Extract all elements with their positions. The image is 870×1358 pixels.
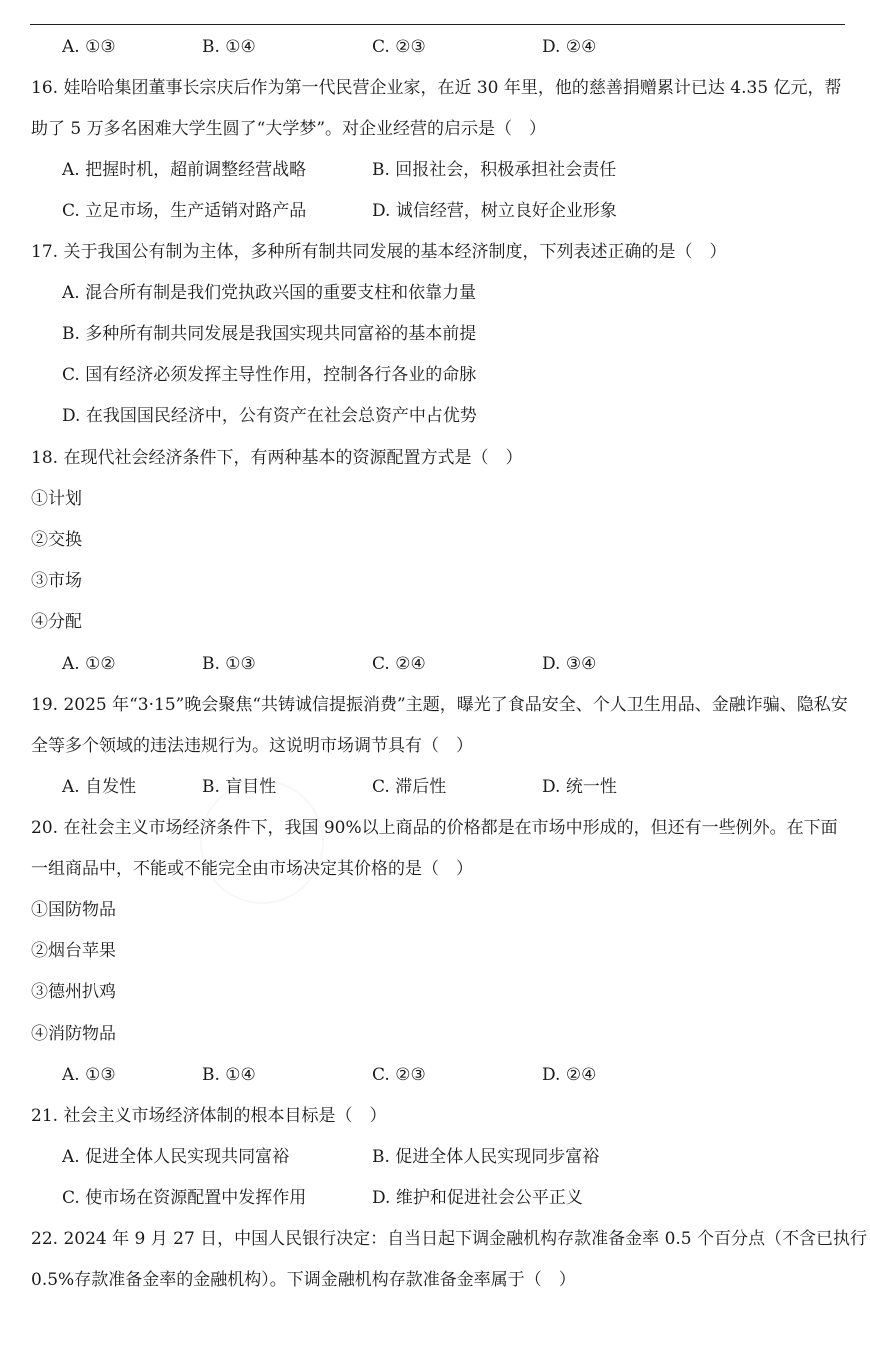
q17-stem: 17. 关于我国公有制为主体，多种所有制共同发展的基本经济制度，下列表述正确的是（ ） [31, 242, 727, 262]
q15-options [0, 35, 870, 59]
q21-stem: 21. 社会主义市场经济体制的根本目标是（ ） [31, 1106, 387, 1126]
q16-stem-line1: 16. 娃哈哈集团董事长宗庆后作为第一代民营企业家，在近 30 年里，他的慈善捐赠累计已达 4.35 亿元，帮 [31, 78, 842, 98]
q15-option-a: A. ①③ [62, 37, 116, 57]
q15-option-c: C. ②③ [372, 37, 426, 57]
q19-options [0, 775, 870, 799]
q18-stem: 18. 在现代社会经济条件下，有两种基本的资源配置方式是（ ） [31, 448, 523, 468]
q16-option-b: B. 回报社会，积极承担社会责任 [372, 160, 617, 180]
q17-option-b: B. 多种所有制共同发展是我国实现共同富裕的基本前提 [62, 324, 477, 344]
q15-option-b: B. ①④ [202, 37, 256, 57]
q20-option-d: D. ②④ [542, 1065, 597, 1085]
q17-option-a: A. 混合所有制是我们党执政兴国的重要支柱和依靠力量 [62, 283, 477, 303]
q19-option-b: B. 盲目性 [202, 777, 277, 797]
q20-item-1: ①国防物品 [31, 900, 116, 920]
q19-option-d: D. 统一性 [542, 777, 617, 797]
q18-option-c: C. ②④ [372, 654, 426, 674]
top-divider [30, 24, 845, 25]
q20-option-b: B. ①④ [202, 1065, 256, 1085]
q21-option-c: C. 使市场在资源配置中发挥作用 [62, 1188, 307, 1208]
q16-option-a: A. 把握时机，超前调整经营战略 [62, 160, 307, 180]
q20-stem-line1: 20. 在社会主义市场经济条件下，我国 90%以上商品的价格都是在市场中形成的，但还有一些例外。在下面 [31, 818, 838, 838]
q19-option-a: A. 自发性 [62, 777, 137, 797]
q20-item-4: ④消防物品 [31, 1024, 116, 1044]
q18-options [0, 652, 870, 676]
q17-option-d: D. 在我国国民经济中，公有资产在社会总资产中占优势 [62, 406, 477, 426]
q18-item-1: ①计划 [31, 489, 82, 509]
q20-stem-line2: 一组商品中，不能或不能完全由市场决定其价格的是（ ） [31, 859, 473, 879]
q22-stem-line1: 22. 2024 年 9 月 27 日，中国人民银行决定：自当日起下调金融机构存款准备金率 0.5 个百分点（不含已执行 [31, 1229, 868, 1249]
q22-stem-line2: 0.5%存款准备金率的金融机构）。下调金融机构存款准备金率属于（ ） [31, 1270, 576, 1290]
q20-option-a: A. ①③ [62, 1065, 116, 1085]
q20-options [0, 1063, 870, 1087]
q21-option-d: D. 维护和促进社会公平正义 [372, 1188, 583, 1208]
q16-options-row1 [0, 158, 870, 182]
q21-option-b: B. 促进全体人民实现同步富裕 [372, 1147, 600, 1167]
q21-options-row2 [0, 1186, 870, 1210]
q18-option-b: B. ①③ [202, 654, 256, 674]
q19-option-c: C. 滞后性 [372, 777, 447, 797]
q18-option-a: A. ①② [62, 654, 116, 674]
q19-stem-line2: 全等多个领域的违法违规行为。这说明市场调节具有（ ） [31, 736, 473, 756]
q15-option-d: D. ②④ [542, 37, 597, 57]
q18-option-d: D. ③④ [542, 654, 597, 674]
q18-item-4: ④分配 [31, 612, 82, 632]
watermark [200, 780, 324, 904]
q16-option-c: C. 立足市场，生产适销对路产品 [62, 201, 307, 221]
q16-option-d: D. 诚信经营，树立良好企业形象 [372, 201, 617, 221]
q20-item-2: ②烟台苹果 [31, 941, 116, 961]
q16-options-row2 [0, 199, 870, 223]
q20-item-3: ③德州扒鸡 [31, 982, 116, 1002]
q17-option-c: C. 国有经济必须发挥主导性作用，控制各行各业的命脉 [62, 365, 477, 385]
q19-stem-line1: 19. 2025 年“3·15”晚会聚焦“共铸诚信提振消费”主题，曝光了食品安全、个人卫生用品、金融诈骗、隐私安 [31, 695, 848, 715]
q21-options-row1 [0, 1145, 870, 1169]
q21-option-a: A. 促进全体人民实现共同富裕 [62, 1147, 290, 1167]
q18-item-3: ③市场 [31, 571, 82, 591]
q16-stem-line2: 助了 5 万多名困难大学生圆了“大学梦”。对企业经营的启示是（ ） [31, 119, 547, 139]
q20-option-c: C. ②③ [372, 1065, 426, 1085]
q18-item-2: ②交换 [31, 530, 82, 550]
